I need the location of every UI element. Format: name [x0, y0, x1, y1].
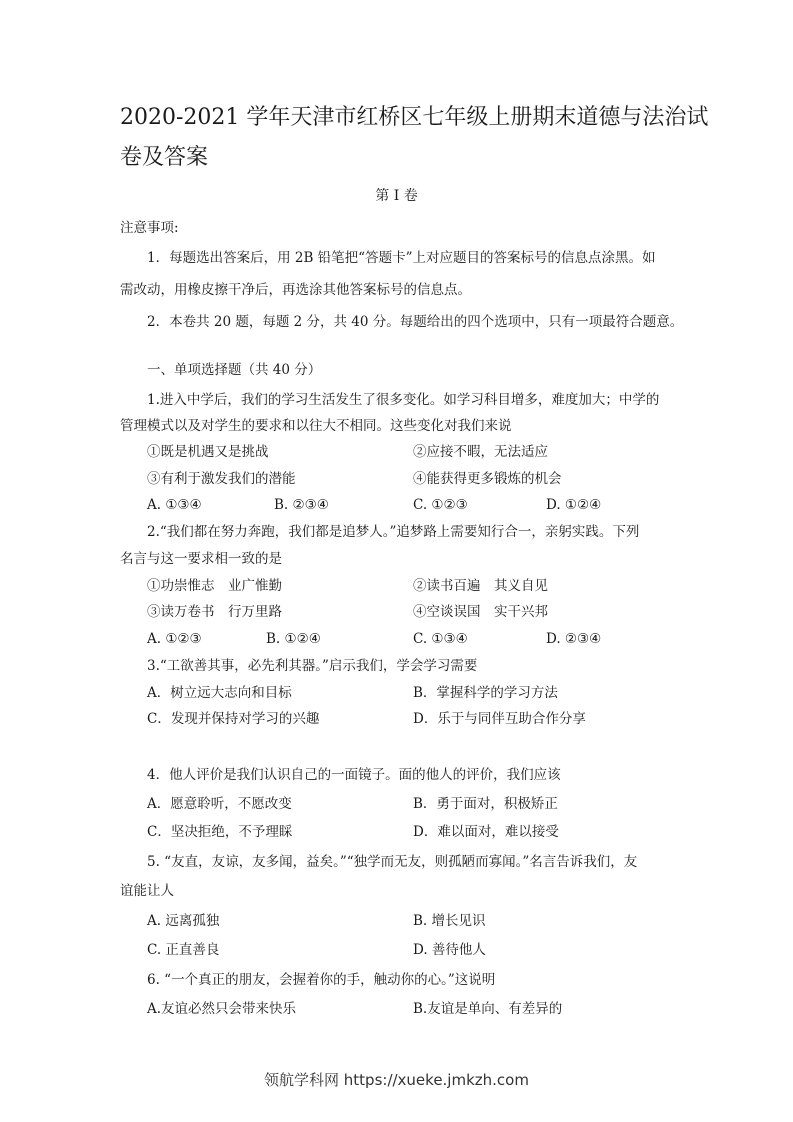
q1-item-1: ①既是机遇又是挑战 [147, 444, 269, 460]
q2-item-3: ③读万卷书 行万里路 [147, 604, 282, 620]
q5-option-d: D. 善待他人 [413, 942, 486, 958]
q2-item-4: ④空谈误国 实干兴邦 [413, 604, 548, 620]
part1-heading: 一、单项选择题（共 40 分） [147, 362, 322, 378]
q1-stem-line1: 1.进入中学后，我们的学习生活发生了很多变化。如学习科目增多，难度加大；中学的 [147, 392, 660, 408]
q4-option-c: C．坚决拒绝，不予理睬 [147, 824, 293, 840]
q3-option-a: A．树立远大志向和目标 [147, 685, 292, 701]
q2-option-b: B. ①②④ [266, 631, 321, 647]
q5-option-c: C. 正直善良 [147, 942, 220, 958]
q3-option-d: D．乐于与同伴互助合作分享 [413, 711, 586, 727]
document-title-line2: 卷及答案 [120, 145, 209, 170]
q2-option-d: D. ②③④ [546, 631, 602, 647]
q1-stem-line2: 管理模式以及对学生的要求和以往大不相同。这些变化对我们来说 [120, 418, 512, 434]
q1-option-b: B. ②③④ [274, 497, 329, 513]
q1-item-3: ③有利于激发我们的潜能 [147, 471, 296, 487]
q4-option-d: D．难以面对，难以接受 [413, 824, 559, 840]
footer-source: 领航学科网 https://xueke.jmkzh.com [264, 1071, 529, 1089]
q1-option-d: D. ①②④ [546, 497, 602, 513]
q3-option-b: B．掌握科学的学习方法 [413, 685, 558, 701]
q5-option-b: B. 增长见识 [413, 913, 486, 929]
q2-stem-line2: 名言与这一要求相一致的是 [120, 551, 282, 567]
notice-1-line2: 需改动，用橡皮擦干净后，再选涂其他答案标号的信息点。 [120, 282, 471, 298]
q5-stem-line1: 5. “友直，友谅，友多闻，益矣。”“独学而无友，则孤陋而寡闻。”名言告诉我们，友 [147, 854, 638, 870]
notice-2: 2．本卷共 20 题，每题 2 分，共 40 分。每题给出的四个选项中，只有一项最符合题意。 [147, 314, 684, 330]
q5-option-a: A. 远离孤独 [147, 913, 220, 929]
notice-1-line1: 1．每题选出答案后，用 2B 铅笔把“答题卡”上对应题目的答案标号的信息点涂黑。如 [147, 250, 656, 266]
q1-item-2: ②应接不暇，无法适应 [413, 444, 548, 460]
q6-stem: 6. “一个真正的朋友，会握着你的手，触动你的心。”这说明 [147, 972, 496, 988]
notice-heading: 注意事项: [120, 220, 179, 236]
q1-option-a: A. ①③④ [147, 497, 202, 513]
q1-option-c: C. ①②③ [413, 497, 468, 513]
q2-item-2: ②读书百遍 其义自见 [413, 578, 548, 594]
document-title-line1: 2020-2021 学年天津市红桥区七年级上册期末道德与法治试 [120, 105, 709, 130]
q5-stem-line2: 谊能让人 [120, 883, 174, 899]
q4-stem: 4．他人评价是我们认识自己的一面镜子。面的他人的评价，我们应该 [147, 767, 561, 783]
q2-option-c: C. ①③④ [413, 631, 468, 647]
q2-stem-line1: 2.“我们都在努力奔跑，我们都是追梦人。”追梦路上需要知行合一，亲躬实践。下列 [147, 524, 640, 540]
q6-option-a: A.友谊必然只会带来快乐 [147, 1001, 297, 1017]
section-heading: 第 I 卷 [375, 188, 418, 204]
q6-option-b: B.友谊是单向、有差异的 [413, 1001, 563, 1017]
q3-stem: 3.“工欲善其事，必先利其器。”启示我们，学会学习需要 [147, 658, 478, 674]
q3-option-c: C．发现并保持对学习的兴趣 [147, 711, 320, 727]
q4-option-b: B．勇于面对，积极矫正 [413, 796, 558, 812]
q4-option-a: A．愿意聆听，不愿改变 [147, 796, 292, 812]
q2-item-1: ①功崇惟志 业广惟勤 [147, 578, 282, 594]
q1-item-4: ④能获得更多锻炼的机会 [413, 471, 562, 487]
q2-option-a: A. ①②③ [147, 631, 202, 647]
